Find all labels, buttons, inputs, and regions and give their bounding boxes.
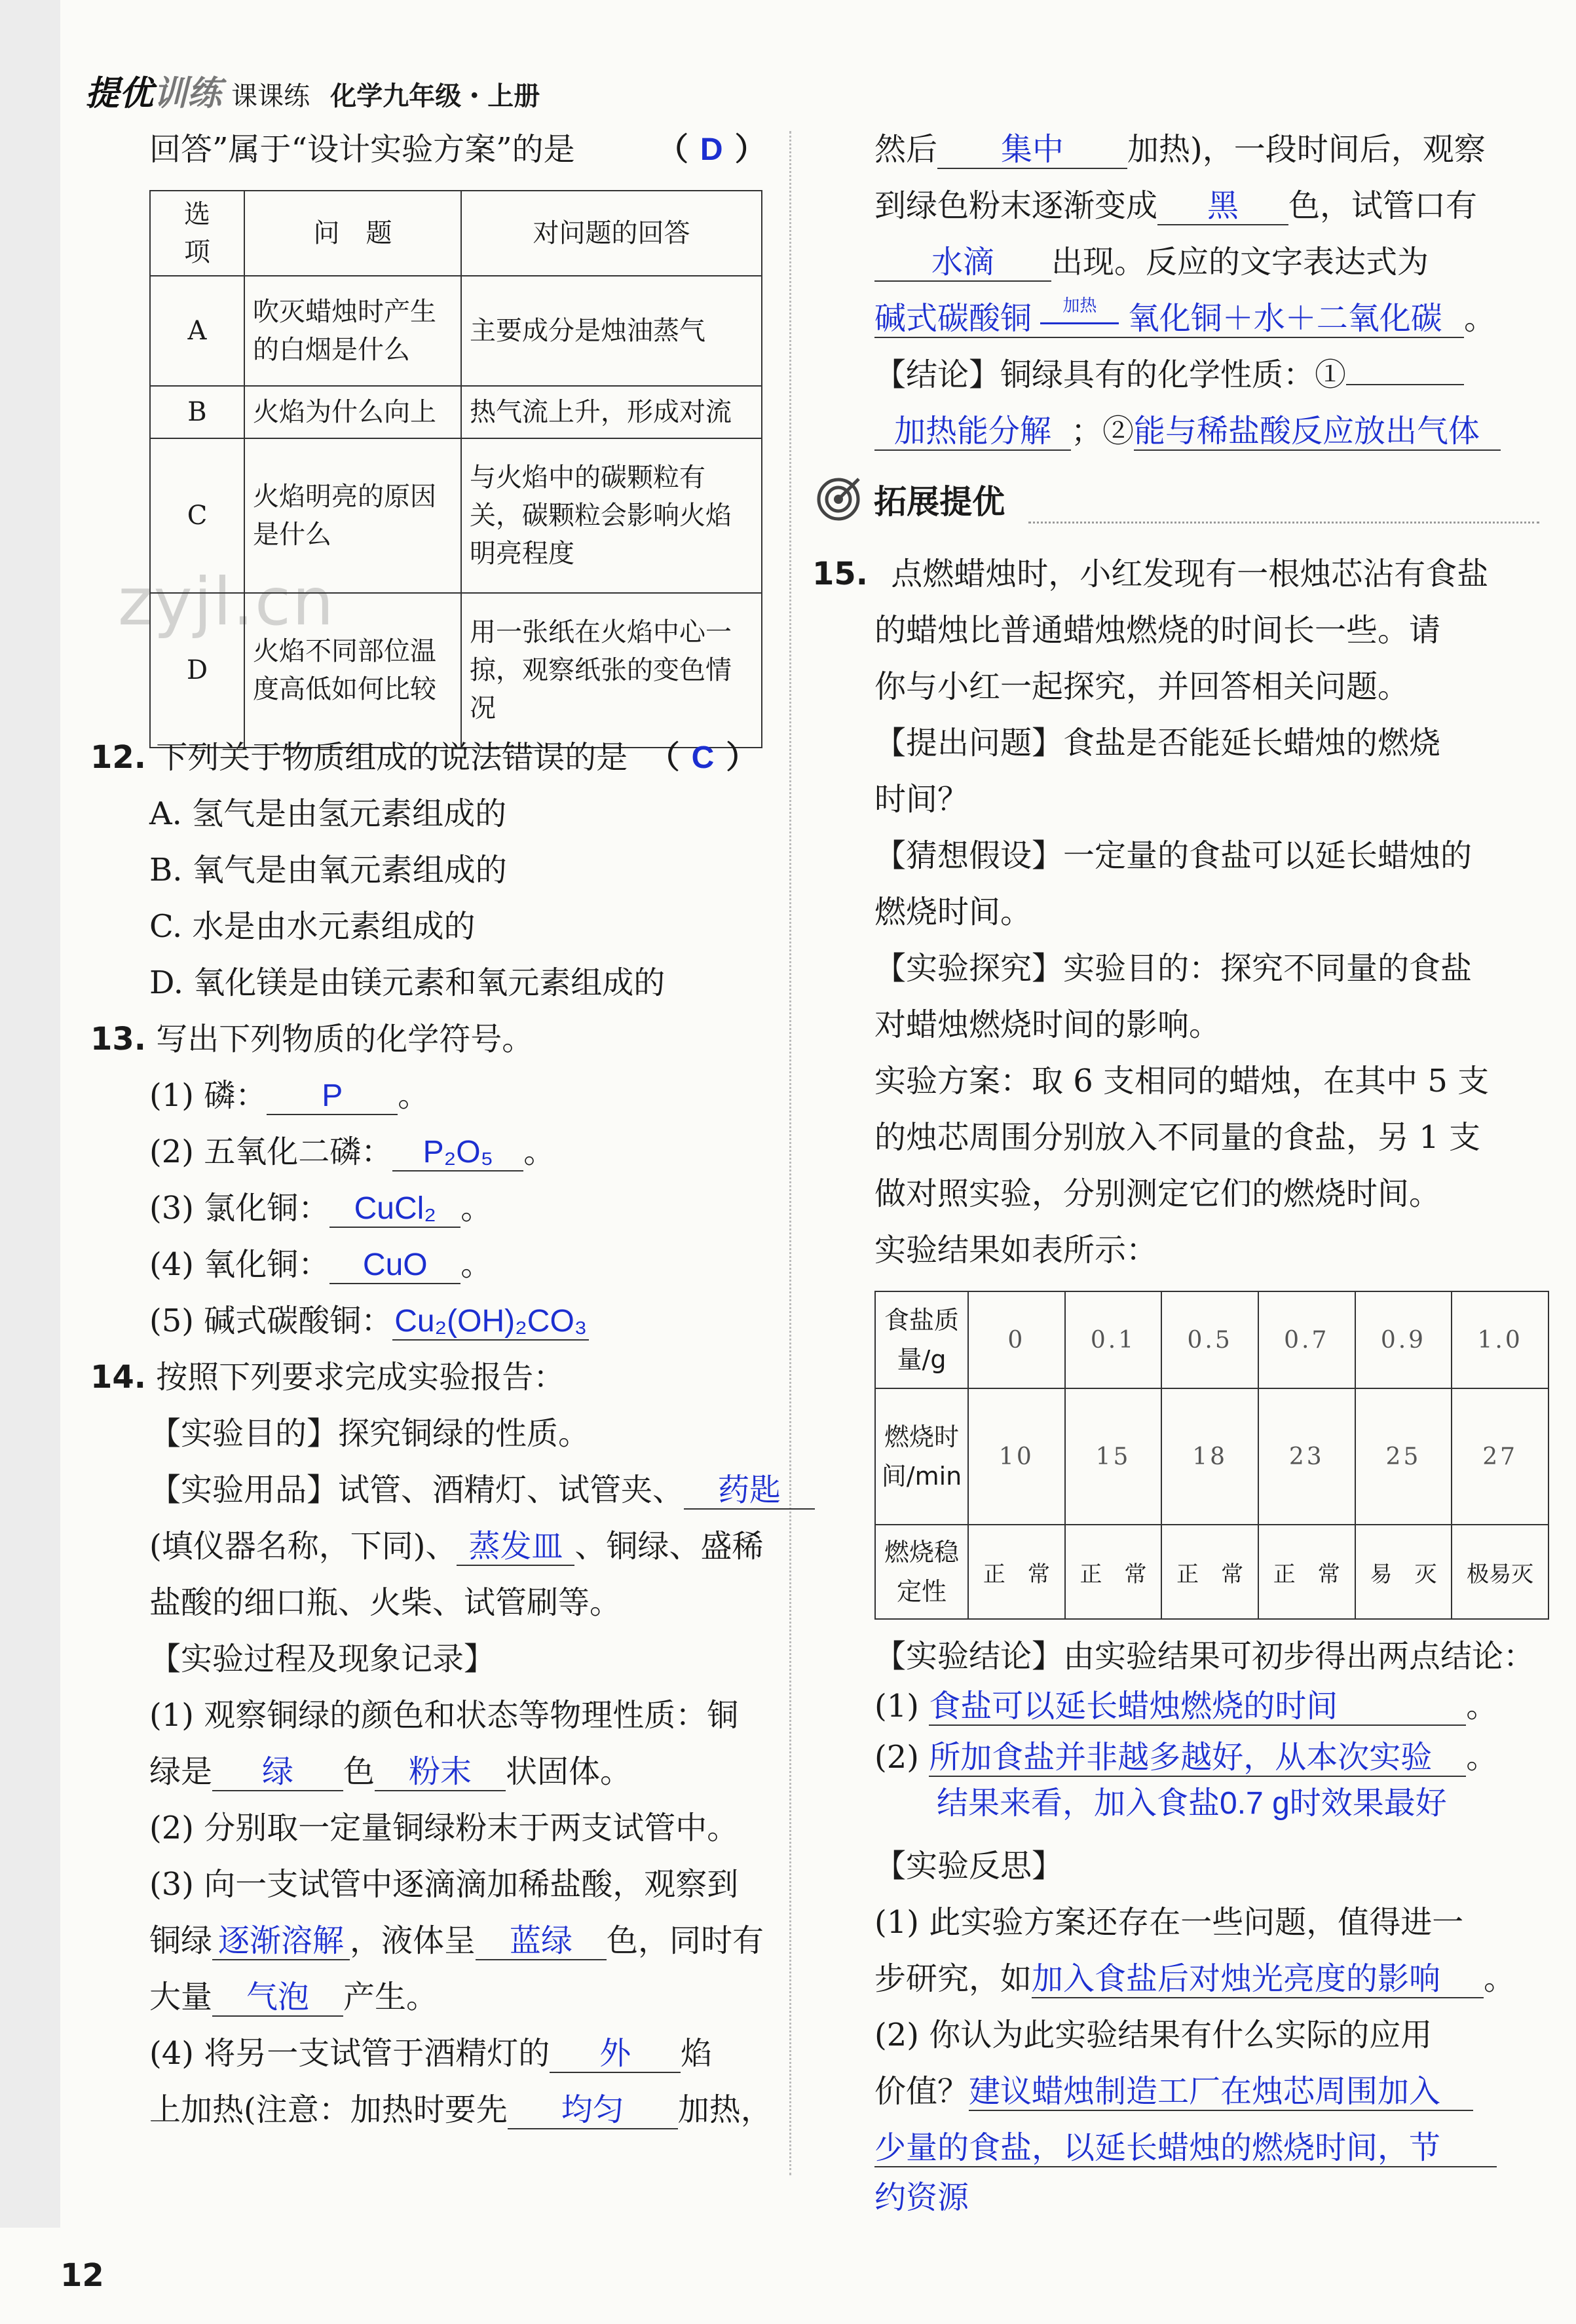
q11-table (149, 190, 762, 748)
q15-reflect-title: 【实验反思】 (874, 1848, 1064, 1884)
q14-step: (2) 分别取一定量铜绿粉末于两支试管中。 (149, 1810, 739, 1846)
section-rule (1028, 522, 1539, 524)
answer-blank: 外 (550, 2036, 681, 2073)
table-row: 燃烧稳定性 正 常 正 常 正 常 正 常 易 灭 极易灭 (875, 1525, 1548, 1619)
answer-blank: 药匙 (684, 1472, 815, 1510)
q15-text: 你与小红一起探究，并回答相关问题。 (874, 668, 1410, 705)
answer-blank: 粉末 (375, 1754, 506, 1791)
q14-process-title: 【实验过程及现象记录】 (149, 1641, 496, 1677)
q15-text: 时间？ (874, 781, 969, 818)
q14-step: (1) 观察铜绿的颜色和状态等物理性质：铜 (149, 1697, 739, 1734)
q15-conclusion: (2) 所加食盐并非越多越好，从本次实验 。 (874, 1738, 1497, 1777)
q14-step: 大量 气泡 产生。 (149, 1977, 438, 2017)
results-table (874, 1291, 1549, 1620)
q13-item: (5) 碱式碳酸铜：Cu₂(OH)₂CO₃ (149, 1301, 589, 1341)
q14-cont: 然后 集中 加热)，一段时间后，观察 (874, 130, 1486, 169)
table-row: C 火焰明亮的原因是什么 与火焰中的碳颗粒有关，碳颗粒会影响火焰明亮程度 (150, 438, 762, 593)
book-title: 化学九年级・上册 (330, 81, 540, 111)
q13-stem: 13. 写出下列物质的化学符号。 (90, 1021, 534, 1057)
q12-stem: 12. 下列关于物质组成的说法错误的是 （ C ） (90, 739, 758, 776)
table-row: B 火焰为什么向上 热气流上升，形成对流 (150, 386, 762, 438)
q14-equation: 碱式碳酸铜 加热 氧化铜＋水＋二氧化碳 。 (874, 299, 1495, 338)
q14-conclusion: 加热能分解 ；②能与稀盐酸反应放出气体 (874, 411, 1501, 451)
answer-blank: 能与稀盐酸反应放出气体 (1134, 413, 1501, 451)
q14-step: 铜绿 逐渐溶解 ，液体呈 蓝绿 色，同时有 (149, 1921, 764, 1960)
section-title: 拓展提优 (816, 476, 1005, 523)
answer-blank: 加热能分解 (874, 413, 1071, 451)
q14-step: (4) 将另一支试管于酒精灯的 外 焰 (149, 2034, 712, 2073)
table-header: 选 项 (150, 191, 244, 276)
q15-text: 的蜡烛比普通蜡烛燃烧的时间长一些。请 (874, 612, 1441, 649)
q15-text: 实验结果如表所示： (874, 1232, 1158, 1268)
table-header: 对问题的回答 (461, 191, 762, 276)
q14-supplies: 【实验用品】试管、酒精灯、试管夹、 药匙 (149, 1470, 815, 1510)
answer-blank: 水滴 (874, 244, 1051, 282)
table-row: D 火焰不同部位温度高低如何比较 用一张纸在火焰中心一掠，观察纸张的变色情况 (150, 593, 762, 748)
page-header (85, 66, 540, 111)
q13-item: (4) 氧化铜： CuO 。 (149, 1245, 492, 1284)
q14-supplies: 盐酸的细口瓶、火柴、试管刷等。 (149, 1584, 622, 1621)
q15-reflect: 价值？建议蜡烛制造工厂在烛芯周围加入 (874, 2072, 1473, 2111)
answer-blank: CuCl₂ (329, 1191, 460, 1228)
watermark: zyjl.cn (118, 563, 335, 640)
q13-item: (1) 磷： P 。 (149, 1076, 429, 1115)
answer-blank: 黑 (1157, 188, 1288, 225)
q14-cont: 到绿色粉末逐渐变成 黑 色，试管口有 (874, 186, 1477, 225)
q15-reflect: 约资源 (874, 2181, 969, 2215)
q15-text: 实验方案：取 6 支相同的蜡烛，在其中 5 支 (874, 1063, 1490, 1099)
answer-blank: 逐渐溶解 (212, 1923, 350, 1960)
answer-blank: P₂O₅ (392, 1134, 523, 1172)
q14-cont: 水滴 出现。反应的文字表达式为 (874, 242, 1429, 282)
q14-supplies: (填仪器名称，下同)、 蒸发皿 、铜绿、盛稀 (149, 1527, 763, 1566)
q15-reflect (874, 2128, 1497, 2167)
q12-option: D. 氧化镁是由镁元素和氧元素组成的 (149, 964, 666, 1001)
q15-conclusion: (1) 食盐可以延长蜡烛燃烧的时间 。 (874, 1686, 1497, 1726)
page-number: 12 (60, 2257, 104, 2294)
column-divider (789, 131, 791, 2175)
table-header: 问 题 (244, 191, 461, 276)
q15-conclusion: 结果来看，加入食盐0.7 g时效果最好 (937, 1786, 1447, 1821)
series-name: 课课练 (231, 81, 310, 111)
q15-stem: 15. 点燃蜡烛时，小红发现有一根烛芯沾有食盐 (812, 556, 1489, 592)
answer-blank: 食盐可以延长蜡烛燃烧的时间 (929, 1688, 1466, 1726)
q15-text: 的烛芯周围分别放入不同量的食盐，另 1 支 (874, 1119, 1481, 1156)
table-row: 食盐质量/g 0 0.1 0.5 0.7 0.9 1.0 (875, 1291, 1548, 1388)
answer-blank: 气泡 (212, 1979, 343, 2017)
answer-blank: 蓝绿 (476, 1923, 607, 1960)
q14-step: (3) 向一支试管中逐滴滴加稀盐酸，观察到 (149, 1866, 739, 1903)
q14-conclusion: 【结论】铜绿具有的化学性质：① (874, 355, 1464, 394)
answer-blank: 蒸发皿 (457, 1529, 574, 1566)
brand-logo: 提优训练 (85, 74, 222, 113)
q13-item: (2) 五氧化二磷： P₂O₅ 。 (149, 1132, 555, 1172)
q15-text: 对蜡烛燃烧时间的影响。 (874, 1006, 1221, 1043)
table-row: A 吹灭蜡烛时产生的白烟是什么 主要成分是烛油蒸气 (150, 276, 762, 386)
q15-text: 【实验探究】实验目的：探究不同量的食盐 (874, 950, 1473, 987)
q12-option: C. 水是由水元素组成的 (149, 908, 476, 945)
q15-conclusion-title: 【实验结论】由实验结果可初步得出两点结论： (874, 1638, 1535, 1675)
q12-option: A. 氢气是由氢元素组成的 (149, 795, 507, 832)
q15-text: 【猜想假设】一定量的食盐可以延长蜡烛的 (874, 837, 1473, 874)
target-icon (816, 476, 861, 522)
q14-purpose: 【实验目的】探究铜绿的性质。 (149, 1415, 590, 1452)
equation-blank: 碱式碳酸铜 加热 氧化铜＋水＋二氧化碳 (874, 301, 1464, 338)
q14-step: 上加热(注意：加热时要先 均匀 加热， (149, 2090, 772, 2129)
answer-blank: 加入食盐后对烛光亮度的影响 (1032, 1961, 1484, 1998)
answer-blank: 所加食盐并非越多越好，从本次实验 (929, 1740, 1466, 1777)
q14-step: 绿是 绿 色 粉末 状固体。 (149, 1752, 631, 1791)
q11-answer: D (700, 132, 723, 167)
answer-blank: 少量的食盐，以延长蜡烛的燃烧时间，节 (874, 2130, 1497, 2167)
answer-blank: Cu₂(OH)₂CO₃ (392, 1303, 589, 1341)
arrow-icon: 加热 (1040, 320, 1119, 322)
q14-stem: 14. 按照下列要求完成实验报告： (90, 1359, 565, 1396)
answer-blank: 均匀 (508, 2092, 678, 2129)
q11-tail: 回答”属于“设计实验方案”的是 （ D ） (149, 131, 766, 168)
q15-reflect: 步研究，如加入食盐后对烛光亮度的影响 。 (874, 1959, 1515, 1998)
q15-reflect: (2) 你认为此实验结果有什么实际的应用 (874, 2017, 1433, 2053)
answer-blank: CuO (329, 1247, 460, 1284)
answer-blank: P (267, 1078, 398, 1115)
page-edge-shadow (0, 0, 60, 2228)
answer-blank: 集中 (937, 132, 1127, 169)
q12-answer: C (691, 740, 715, 775)
q12-option: B. 氧气是由氧元素组成的 (149, 852, 507, 888)
q15-reflect: (1) 此实验方案还存在一些问题，值得进一 (874, 1904, 1464, 1941)
q15-text: 做对照实验，分别测定它们的燃烧时间。 (874, 1175, 1441, 1212)
table-row: 燃烧时间/min 10 15 18 23 25 27 (875, 1388, 1548, 1525)
q15-text: 燃烧时间。 (874, 894, 1032, 930)
answer-blank: 绿 (212, 1754, 343, 1791)
q13-item: (3) 氯化铜： CuCl₂ 。 (149, 1189, 492, 1228)
answer-blank: 建议蜡烛制造工厂在烛芯周围加入 (969, 2074, 1473, 2111)
q15-text: 【提出问题】食盐是否能延长蜡烛的燃烧 (874, 725, 1441, 761)
